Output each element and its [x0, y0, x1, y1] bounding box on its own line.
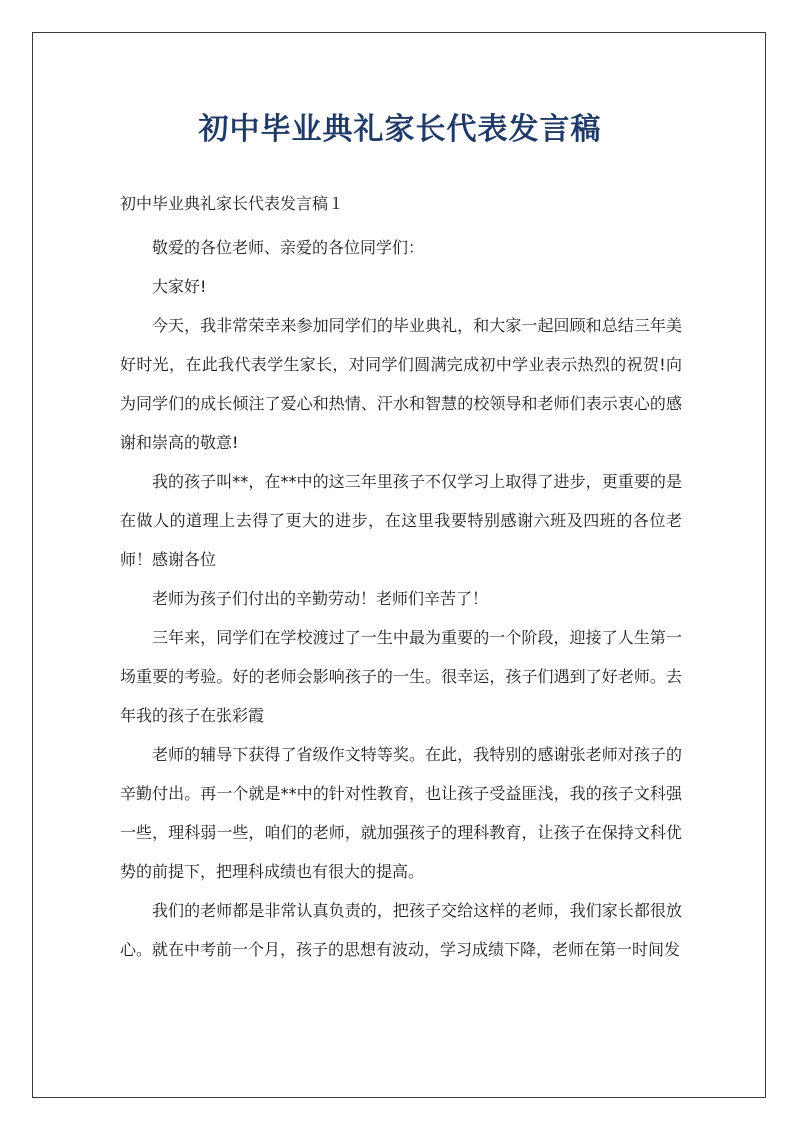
paragraph: 老师的辅导下获得了省级作文特等奖。在此，我特别的感谢张老师对孩子的辛勤付出。再一个就是**中的针对性教育，也让孩子受益匪浅，我的孩子文科强一些，理科弱一些，咱们的老师，就加强孩子的理科教育，让孩子在保持文科优势的前提下，把理科成绩也有很大的提高。	[120, 745, 682, 881]
paragraph: 老师为孩子们付出的辛勤劳动！老师们辛苦了！	[152, 589, 489, 608]
paragraph: 我们的老师都是非常认真负责的，把孩子交给这样的老师，我们家长都很放心。就在中考前一个月，孩子的思想有波动，学习成绩下降，老师在第一时间发	[120, 901, 682, 959]
paragraph: 我的孩子叫**，在**中的这三年里孩子不仅学习上取得了进步，更重要的是在做人的道理上去得了更大的进步，在这里我要特别感谢六班及四班的各位老师！感谢各位	[120, 472, 682, 569]
document-subtitle: 初中毕业典礼家长代表发言稿１	[120, 194, 345, 213]
paragraph: 三年来，同学们在学校渡过了一生中最为重要的一个阶段，迎接了人生第一场重要的考验。好的老师会影响孩子的一生。很幸运，孩子们遇到了好老师。去年我的孩子在张彩霞	[120, 628, 682, 725]
paragraph: 今天，我非常荣幸来参加同学们的毕业典礼，和大家一起回顾和总结三年美好时光，在此我代表学生家长，对同学们圆满完成初中学业表示热烈的祝贺!向为同学们的成长倾注了爱心和热情、汗水和智慧的校领导和老师们表示衷心的感谢和崇高的敬意!	[120, 316, 682, 452]
document-body	[120, 228, 682, 969]
document-title: 初中毕业典礼家长代表发言稿	[198, 112, 602, 147]
paragraph-greeting: 敬爱的各位老师、亲爱的各位同学们：	[152, 238, 425, 257]
paragraph-hello: 大家好!	[152, 277, 207, 296]
